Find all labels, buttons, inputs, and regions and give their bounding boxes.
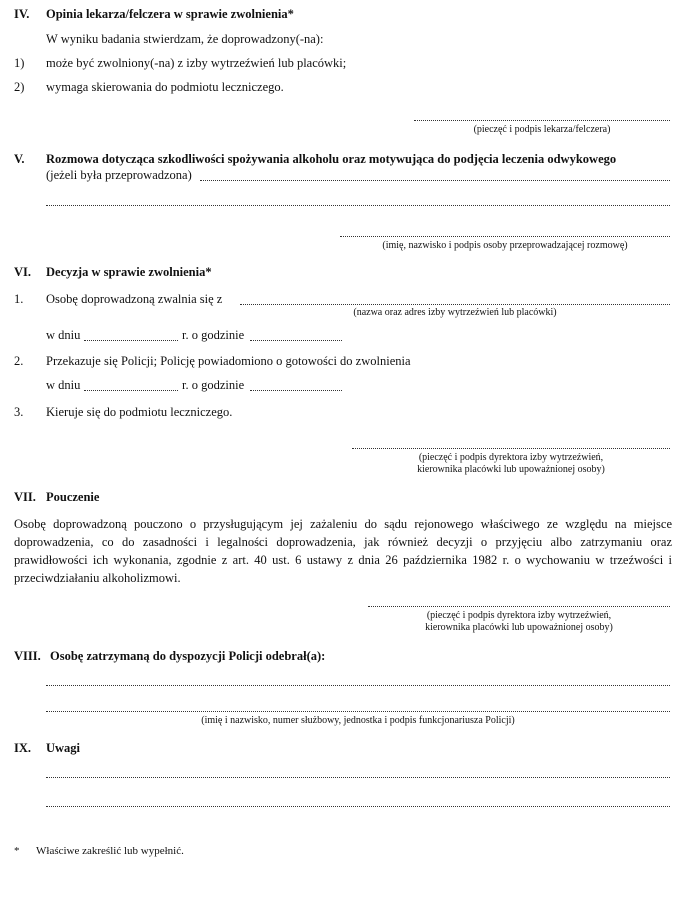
remarks-line-1[interactable]: [46, 777, 670, 778]
decision-1-text: Osobę doprowadzoną zwalnia się z: [46, 292, 223, 306]
option-2-text: wymaga skierowania do podmiotu leczniczego.: [46, 80, 284, 94]
director-signature-caption-2b: kierownika placówki lub upoważnionej osoby): [425, 622, 613, 633]
decision-1-hour-line[interactable]: [250, 340, 342, 341]
conversation-line-1[interactable]: [200, 180, 670, 181]
director-signature-line-2[interactable]: [368, 606, 670, 607]
police-officer-caption: (imię i nazwisko, numer służbowy, jednostka i podpis funkcjonariusza Policji): [201, 715, 515, 726]
decision-2-hour-line[interactable]: [250, 390, 342, 391]
section-ix-title: Uwagi: [46, 741, 81, 755]
conversation-signature-line[interactable]: [340, 236, 670, 237]
section-viii-number: VIII.: [14, 649, 41, 663]
doctor-signature-line[interactable]: [414, 120, 670, 121]
police-officer-line-2[interactable]: [46, 711, 670, 712]
section-v-number: V.: [14, 152, 25, 166]
decision-1-date-line[interactable]: [84, 340, 178, 341]
section-iv-title: Opinia lekarza/felczera w sprawie zwolnienia*: [46, 7, 294, 21]
section-iv-intro: W wyniku badania stwierdzam, że doprowadzony(-na):: [46, 32, 324, 46]
decision-1-date-label: w dniu: [46, 328, 81, 342]
release-place-line[interactable]: [240, 304, 670, 305]
decision-2-date-line[interactable]: [84, 390, 178, 391]
section-vi-title: Decyzja w sprawie zwolnienia*: [46, 265, 212, 279]
section-iv-number: IV.: [14, 7, 30, 21]
section-vi-number: VI.: [14, 265, 32, 279]
section-vii-title: Pouczenie: [46, 490, 100, 504]
decision-3-text: Kieruje się do podmiotu leczniczego.: [46, 405, 233, 419]
decision-2-date-label: w dniu: [46, 378, 81, 392]
section-v-title: Rozmowa dotycząca szkodliwości spożywania alkoholu oraz motywująca do podjęcia leczenia odwykowego: [46, 152, 617, 166]
director-signature-caption-1b: kierownika placówki lub upoważnionej osoby): [417, 464, 605, 475]
decision-2-number: 2.: [14, 354, 24, 368]
option-1-text: może być zwolniony(-na) z izby wytrzeźwień lub placówki;: [46, 56, 347, 70]
footnote-text: Właściwe zakreślić lub wypełnić.: [36, 845, 184, 857]
section-v-subtitle: (jeżeli była przeprowadzona): [46, 168, 192, 182]
decision-1-number: 1.: [14, 292, 24, 306]
director-signature-caption-1a: (pieczęć i podpis dyrektora izby wytrzeźwień,: [418, 452, 604, 463]
director-signature-caption-2a: (pieczęć i podpis dyrektora izby wytrzeźwień,: [426, 610, 612, 621]
option-1-number: 1): [14, 56, 25, 70]
option-2-number: 2): [14, 80, 25, 94]
decision-2-text: Przekazuje się Policji; Policję powiadomiono o gotowości do zwolnienia: [46, 354, 411, 368]
police-officer-line-1[interactable]: [46, 685, 670, 686]
decision-2-hour-label: r. o godzinie: [182, 378, 245, 392]
conversation-line-2[interactable]: [46, 205, 670, 206]
director-signature-line-1[interactable]: [352, 448, 670, 449]
decision-3-number: 3.: [14, 405, 24, 419]
conversation-signature-caption: (imię, nazwisko i podpis osoby przeprowadzającej rozmowę): [382, 240, 628, 251]
footnote-mark: *: [14, 845, 20, 857]
release-place-caption: (nazwa oraz adres izby wytrzeźwień lub placówki): [353, 307, 557, 318]
section-vii-number: VII.: [14, 490, 36, 504]
doctor-signature-caption: (pieczęć i podpis lekarza/felczera): [473, 124, 611, 135]
instruction-paragraph: Osobę doprowadzoną pouczono o przysługującym jej zażaleniu do sądu rejonowego właściwego ze względu na miejsce doprowadzenia, co do zasadności i legalności doprowadzenia, jak również decyzji o przyjęciu albo zatrzymaniu oraz prawidłowości ich wykonania, zgodnie z art. 40 ust. 6 ustawy z dnia 26 października 1982 r. o wychowaniu w trzeźwości i przeciwdziałaniu alkoholizmowi.: [14, 517, 672, 585]
section-viii-title: Osobę zatrzymaną do dyspozycji Policji odebrał(a):: [50, 649, 326, 663]
remarks-line-2[interactable]: [46, 806, 670, 807]
decision-1-hour-label: r. o godzinie: [182, 328, 245, 342]
section-ix-number: IX.: [14, 741, 32, 755]
